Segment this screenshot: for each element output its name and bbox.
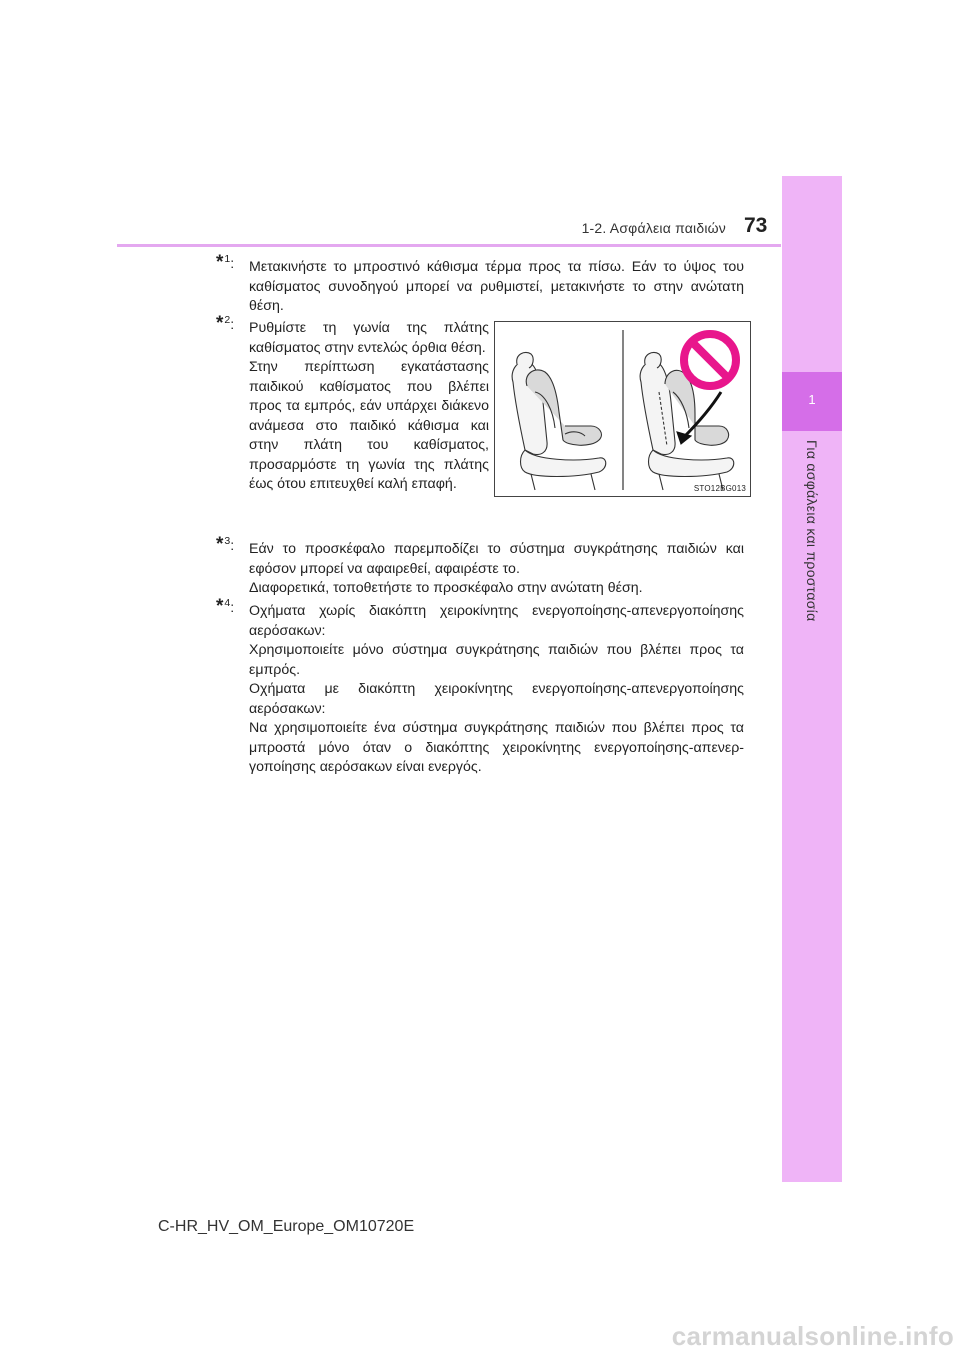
page-number: 73 [744, 214, 768, 237]
figure-code: STO12BG013 [693, 484, 746, 493]
footnote-text: Οχήματα χωρίς διακόπτη χειροκίνητης ενεργοποίησης-απενεργοποίησης αερόσακων: Χρησιμοποιείτε μόνο σύστημα συγκράτησης παιδιών που βλέπει προς τα εμπρός. Οχήματα με διακόπτη χειροκίνητης ενεργοποίησης-απενεργοποίησης αερόσακων: Να χρησιμοποιείτε ένα σύστημα συγκράτησης παιδιών που βλέπει προς τα μπροστά μόνο όταν ο διακόπτης χειροκίνητης ενεργοποίησης-απενεργοποίησης αερόσακων είναι ενεργός. [249, 603, 744, 775]
chapter-side-tab [782, 176, 842, 1182]
chapter-title: Για ασφάλεια και προστασία [804, 440, 820, 622]
footnote-marker: *$^1$: [216, 252, 235, 273]
prohibition-icon [684, 334, 736, 386]
footnote-4 [216, 596, 744, 778]
seat-angle-illustration [494, 321, 751, 497]
watermark: carmanualsonline.info [671, 1321, 954, 1351]
footnote-2 [216, 313, 489, 495]
chapter-number: 1 [808, 392, 816, 407]
header-divider [117, 244, 781, 247]
document-id: C-HR_HV_OM_Europe_OM10720E [158, 1218, 415, 1235]
footnote-3 [216, 534, 744, 599]
correct-seat-position [512, 352, 606, 490]
footnote-marker: *$^4$: [216, 596, 235, 617]
section-title: 1-2. Ασφάλεια παιδιών [581, 220, 726, 236]
footnote-1 [216, 252, 744, 317]
seat-illustration-svg [495, 322, 750, 496]
footnote-marker: *$^2$: [216, 313, 235, 334]
footnote-text: Εάν το προσκέφαλο παρεμποδίζει το σύστημα συγκράτησης παιδιών και εφόσον μπορεί να αφαιρεθεί, αφαιρέστε το. Διαφορετικά, τοποθετήστε το προσκέφαλο στην ανώτατη θέση. [249, 541, 744, 596]
footnote-text: Μετακινήστε το μπροστινό κάθισμα τέρμα προς τα πίσω. Εάν το ύψος του καθίσματος συνοδηγού μπορεί να ρυθμιστεί, μετακινήστε το στην ανώτατη θέση. [249, 259, 744, 314]
footnote-marker: *$^3$: [216, 534, 235, 555]
footnote-text: Ρυθμίστε τη γωνία της πλάτης καθίσματος στην εντελώς όρθια θέση. Στην περίπτωση εγκατάστασης παιδικού καθίσματος που βλέπει προς τα εμπρός, εάν υπάρχει διάκενο ανάμεσα στο παιδικό κάθισμα και στην πλάτη του καθίσματος, προσαρμόστε τη γωνία της πλάτης έως ότου επιτευχθεί καλή επαφή. [249, 320, 489, 492]
